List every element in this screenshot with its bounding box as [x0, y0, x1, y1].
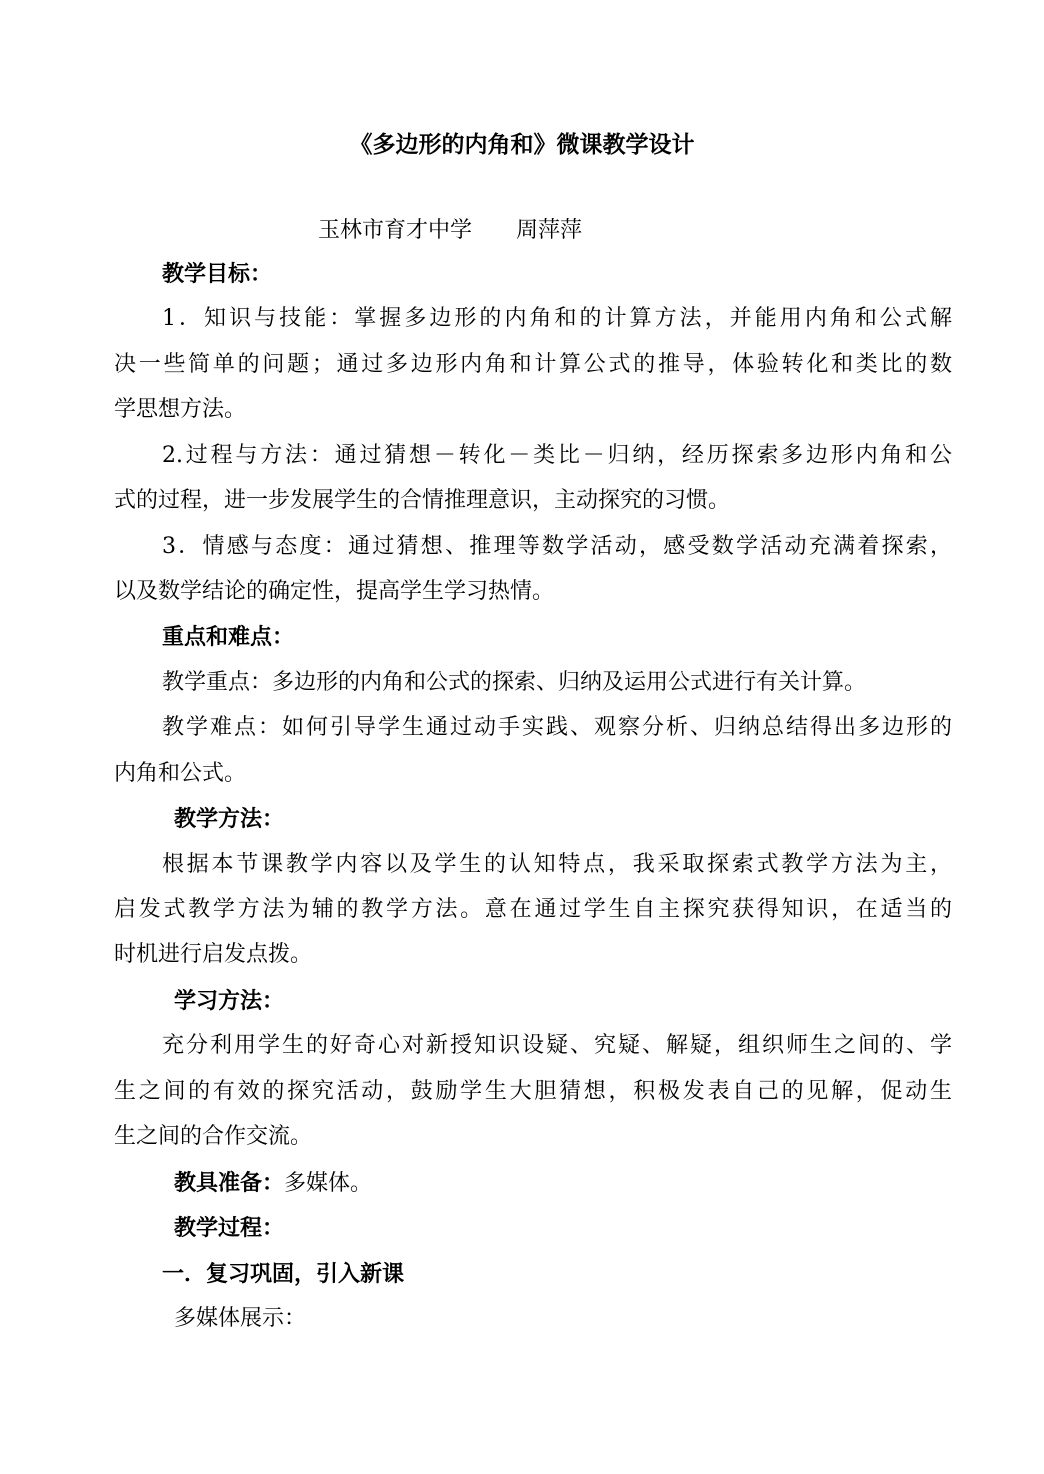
teaching-method-line-1: 根据本节课教学内容以及学生的认知特点，我采取探索式教学方法为主， [162, 852, 952, 877]
objective-1-line-1: 1．知识与技能：掌握多边形的内角和的计算方法，并能用内角和公式解 [162, 306, 952, 331]
objective-1-line-3: 学思想方法。 [114, 397, 247, 422]
teaching-process-heading: 教学过程： [174, 1215, 285, 1241]
learning-method-heading: 学习方法： [174, 988, 285, 1014]
objective-3-line-1: 3．情感与态度：通过猜想、推理等数学活动，感受数学活动充满着探索， [162, 534, 952, 559]
teaching-aids [174, 1169, 574, 1198]
learning-method-line-3: 生之间的合作交流。 [114, 1124, 313, 1149]
objective-1-line-2: 决一些简单的问题；通过多边形内角和计算公式的推导，体验转化和类比的数 [114, 352, 952, 377]
learning-method-line-1: 充分利用学生的好奇心对新授知识设疑、究疑、解疑，组织师生之间的、学 [162, 1033, 952, 1058]
objective-3-line-2: 以及数学结论的确定性，提高学生学习热情。 [114, 579, 555, 604]
teaching-difficulty-line-2: 内角和公式。 [114, 761, 247, 786]
document-title: 《多边形的内角和》微课教学设计 [349, 131, 695, 158]
teaching-method-line-2: 启发式教学方法为辅的教学方法。意在通过学生自主探究获得知识，在适当的 [114, 897, 952, 922]
teaching-method-heading: 教学方法： [174, 806, 285, 832]
section-1-heading: 一．复习巩固，引入新课 [162, 1261, 405, 1287]
teaching-focus: 教学重点：多边形的内角和公式的探索、归纳及运用公式进行有关计算。 [162, 670, 867, 695]
objective-2-line-1: 2.过程与方法：通过猜想－转化－类比－归纳，经历探索多边形内角和公 [162, 443, 952, 468]
key-points-heading: 重点和难点： [162, 624, 295, 650]
objectives-heading: 教学目标： [162, 261, 273, 287]
author-byline: 玉林市育才中学 周萍萍 [318, 218, 583, 243]
objective-2-line-2: 式的过程，进一步发展学生的合情推理意识，主动探究的习惯。 [114, 488, 731, 513]
teaching-aids-label: 教具准备： [174, 1170, 285, 1196]
teaching-method-line-3: 时机进行启发点拨。 [114, 942, 313, 967]
multimedia-display-label: 多媒体展示： [174, 1306, 307, 1331]
teaching-aids-value: 多媒体。 [284, 1171, 373, 1196]
learning-method-line-2: 生之间的有效的探究活动，鼓励学生大胆猜想，积极发表自己的见解，促动生 [114, 1079, 952, 1104]
teaching-difficulty-line-1: 教学难点：如何引导学生通过动手实践、观察分析、归纳总结得出多边形的 [162, 715, 952, 740]
